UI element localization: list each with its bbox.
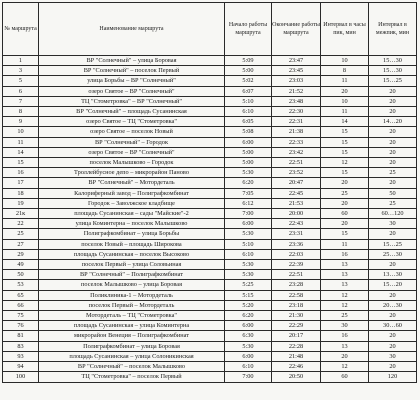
table-row <box>3 321 417 331</box>
start-time-cell: 6:00 <box>225 351 272 361</box>
table-row <box>3 249 417 259</box>
route-number-cell: 29 <box>3 249 39 259</box>
route-schedule-table <box>2 2 417 383</box>
start-time-cell: 5:09 <box>225 56 272 66</box>
header-route-number: № маршрута <box>3 3 39 56</box>
end-time-cell: 23:18 <box>272 300 321 310</box>
route-name-cell: ВР "Солнечный" – Городок <box>39 137 225 147</box>
interval-peak-cell: 25 <box>321 188 369 198</box>
table-row <box>3 331 417 341</box>
route-name-cell: Мотордеталь – ТЦ "Стометровка" <box>39 311 225 321</box>
start-time-cell: 5:20 <box>225 300 272 310</box>
interval-peak-cell: 12 <box>321 300 369 310</box>
table-row <box>3 168 417 178</box>
route-number-cell: 9 <box>3 117 39 127</box>
start-time-cell: 5:02 <box>225 76 272 86</box>
end-time-cell: 21:52 <box>272 86 321 96</box>
interval-peak-cell: 60 <box>321 209 369 219</box>
start-time-cell: 5:00 <box>225 158 272 168</box>
interval-peak-cell: 16 <box>321 331 369 341</box>
end-time-cell: 23:28 <box>272 280 321 290</box>
start-time-cell: 5:25 <box>225 280 272 290</box>
table-row <box>3 280 417 290</box>
interval-offpeak-cell: 120 <box>369 372 417 382</box>
route-number-cell: 14 <box>3 147 39 157</box>
end-time-cell: 22:58 <box>272 290 321 300</box>
route-number-cell: 8 <box>3 107 39 117</box>
interval-peak-cell: 16 <box>321 249 369 259</box>
interval-offpeak-cell: 20 <box>369 260 417 270</box>
route-name-cell: Поликлиника-1 – Мотордеталь <box>39 290 225 300</box>
interval-peak-cell: 15 <box>321 127 369 137</box>
end-time-cell: 21:38 <box>272 127 321 137</box>
end-time-cell: 21:53 <box>272 198 321 208</box>
route-name-cell: Полиграфкомбинат – улица Борьбы <box>39 229 225 239</box>
interval-peak-cell: 25 <box>321 311 369 321</box>
start-time-cell: 7:05 <box>225 188 272 198</box>
end-time-cell: 23:42 <box>272 147 321 157</box>
interval-peak-cell: 13 <box>321 341 369 351</box>
start-time-cell: 6:00 <box>225 137 272 147</box>
table-row <box>3 311 417 321</box>
route-number-cell: 10 <box>3 127 39 137</box>
interval-offpeak-cell: 15…30 <box>369 56 417 66</box>
start-time-cell: 7:00 <box>225 372 272 382</box>
interval-peak-cell: 11 <box>321 76 369 86</box>
table-row <box>3 117 417 127</box>
table-row <box>3 260 417 270</box>
interval-offpeak-cell: 60…120 <box>369 209 417 219</box>
route-name-cell: Калориферный завод – Полиграфкомбинат <box>39 188 225 198</box>
header-end-time: Окончание работы маршрута <box>272 3 321 56</box>
route-name-cell: Полиграфкомбинат – улица Боровая <box>39 341 225 351</box>
interval-offpeak-cell: 25 <box>369 168 417 178</box>
interval-offpeak-cell: 20…30 <box>369 300 417 310</box>
table-row <box>3 66 417 76</box>
header-row <box>3 3 417 56</box>
route-number-cell: 16 <box>3 168 39 178</box>
interval-offpeak-cell: 20 <box>369 86 417 96</box>
end-time-cell: 22:03 <box>272 249 321 259</box>
interval-offpeak-cell: 20 <box>369 290 417 300</box>
table-row <box>3 341 417 351</box>
interval-offpeak-cell: 20 <box>369 147 417 157</box>
start-time-cell: 5:10 <box>225 239 272 249</box>
table-row <box>3 137 417 147</box>
end-time-cell: 22:31 <box>272 117 321 127</box>
route-name-cell: площадь Сусанинская – поселок Высоково <box>39 249 225 259</box>
route-number-cell: 17 <box>3 178 39 188</box>
end-time-cell: 22:51 <box>272 158 321 168</box>
interval-peak-cell: 20 <box>321 198 369 208</box>
interval-offpeak-cell: 25…30 <box>369 249 417 259</box>
route-number-cell: 75 <box>3 311 39 321</box>
route-number-cell: 5 <box>3 76 39 86</box>
interval-peak-cell: 14 <box>321 117 369 127</box>
interval-offpeak-cell: 15…30 <box>369 66 417 76</box>
route-name-cell: площадь Сусанинская – сады "Майские"-2 <box>39 209 225 219</box>
table-row <box>3 290 417 300</box>
end-time-cell: 22:28 <box>272 341 321 351</box>
interval-offpeak-cell: 20 <box>369 158 417 168</box>
interval-peak-cell: 10 <box>321 96 369 106</box>
start-time-cell: 5:30 <box>225 260 272 270</box>
route-name-cell: озеро Святое – поселок Новый <box>39 127 225 137</box>
interval-offpeak-cell: 20 <box>369 127 417 137</box>
start-time-cell: 6:00 <box>225 219 272 229</box>
interval-offpeak-cell: 20 <box>369 107 417 117</box>
route-name-cell: поселок Малышково – улица Боровая <box>39 280 225 290</box>
interval-offpeak-cell: 50 <box>369 188 417 198</box>
interval-peak-cell: 13 <box>321 260 369 270</box>
route-name-cell: площадь Сусанинская – улица Солоникинская <box>39 351 225 361</box>
interval-peak-cell: 20 <box>321 351 369 361</box>
interval-offpeak-cell: 20 <box>369 331 417 341</box>
schedule-sheet <box>0 2 418 398</box>
interval-peak-cell: 15 <box>321 168 369 178</box>
start-time-cell: 5:30 <box>225 270 272 280</box>
end-time-cell: 23:31 <box>272 229 321 239</box>
start-time-cell: 5:10 <box>225 96 272 106</box>
route-name-cell: озеро Святое – ВР "Солнечный" <box>39 86 225 96</box>
end-time-cell: 23:47 <box>272 56 321 66</box>
end-time-cell: 20:17 <box>272 331 321 341</box>
end-time-cell: 22:51 <box>272 270 321 280</box>
end-time-cell: 22:39 <box>272 260 321 270</box>
route-name-cell: ВР "Солнечный" – площадь Сусанинская <box>39 107 225 117</box>
interval-offpeak-cell: 30 <box>369 219 417 229</box>
interval-offpeak-cell: 15…25 <box>369 239 417 249</box>
route-name-cell: ВР "Солнечный" – Мотордеталь <box>39 178 225 188</box>
end-time-cell: 22:29 <box>272 321 321 331</box>
start-time-cell: 5:00 <box>225 147 272 157</box>
interval-peak-cell: 11 <box>321 107 369 117</box>
route-name-cell: поселок Новый – площадь Широкова <box>39 239 225 249</box>
end-time-cell: 22:30 <box>272 107 321 117</box>
start-time-cell: 6:07 <box>225 86 272 96</box>
interval-peak-cell: 11 <box>321 239 369 249</box>
route-name-cell: поселок Первый – улица Соловьиная <box>39 260 225 270</box>
interval-peak-cell: 60 <box>321 372 369 382</box>
route-number-cell: 94 <box>3 362 39 372</box>
interval-peak-cell: 15 <box>321 229 369 239</box>
start-time-cell: 6:30 <box>225 331 272 341</box>
route-name-cell: Городок – Заволжское кладбище <box>39 198 225 208</box>
start-time-cell: 5:30 <box>225 229 272 239</box>
interval-peak-cell: 12 <box>321 158 369 168</box>
route-name-cell: ВР "Солнечный" – Полиграфкомбинат <box>39 270 225 280</box>
interval-peak-cell: 20 <box>321 86 369 96</box>
route-name-cell: озеро Святое – ТЦ "Стометровка" <box>39 117 225 127</box>
end-time-cell: 22:33 <box>272 137 321 147</box>
interval-peak-cell: 30 <box>321 321 369 331</box>
route-number-cell: 49 <box>3 260 39 270</box>
end-time-cell: 23:45 <box>272 66 321 76</box>
table-row <box>3 372 417 382</box>
start-time-cell: 6:05 <box>225 117 272 127</box>
interval-peak-cell: 12 <box>321 362 369 372</box>
table-row <box>3 96 417 106</box>
route-number-cell: 1 <box>3 56 39 66</box>
end-time-cell: 22:46 <box>272 362 321 372</box>
end-time-cell: 23:52 <box>272 168 321 178</box>
start-time-cell: 5:30 <box>225 168 272 178</box>
interval-offpeak-cell: 20 <box>369 178 417 188</box>
table-row <box>3 56 417 66</box>
table-row <box>3 147 417 157</box>
table-row <box>3 270 417 280</box>
end-time-cell: 20:47 <box>272 178 321 188</box>
table-row <box>3 127 417 137</box>
table-row <box>3 178 417 188</box>
interval-peak-cell: 20 <box>321 178 369 188</box>
start-time-cell: 6:20 <box>225 178 272 188</box>
route-name-cell: ВР "Солнечный" – поселок Первый <box>39 66 225 76</box>
end-time-cell: 21:30 <box>272 311 321 321</box>
route-number-cell: 15 <box>3 158 39 168</box>
route-number-cell: 50 <box>3 270 39 280</box>
end-time-cell: 20:50 <box>272 372 321 382</box>
header-interval-offpeak: Интервал в межпик, мин <box>369 3 417 56</box>
table-row <box>3 362 417 372</box>
route-name-cell: Троллейбусное депо – микрорайон Паново <box>39 168 225 178</box>
table-row <box>3 351 417 361</box>
start-time-cell: 6:12 <box>225 198 272 208</box>
route-number-cell: 6 <box>3 86 39 96</box>
route-number-cell: 18 <box>3 188 39 198</box>
start-time-cell: 6:00 <box>225 321 272 331</box>
interval-peak-cell: 20 <box>321 219 369 229</box>
table-body <box>3 56 417 383</box>
route-number-cell: 81 <box>3 331 39 341</box>
table-row <box>3 229 417 239</box>
end-time-cell: 23:36 <box>272 239 321 249</box>
interval-offpeak-cell: 30…60 <box>369 321 417 331</box>
interval-peak-cell: 15 <box>321 137 369 147</box>
interval-offpeak-cell: 30 <box>369 351 417 361</box>
header-start-time: Начало работы маршрута <box>225 3 272 56</box>
interval-offpeak-cell: 20 <box>369 341 417 351</box>
route-number-cell: 27 <box>3 239 39 249</box>
table-row <box>3 86 417 96</box>
end-time-cell: 22:45 <box>272 188 321 198</box>
interval-peak-cell: 13 <box>321 270 369 280</box>
route-number-cell: 93 <box>3 351 39 361</box>
table-row <box>3 188 417 198</box>
table-row <box>3 198 417 208</box>
table-row <box>3 300 417 310</box>
interval-offpeak-cell: 20 <box>369 362 417 372</box>
route-number-cell: 66 <box>3 300 39 310</box>
table-row <box>3 76 417 86</box>
table-row <box>3 107 417 117</box>
interval-peak-cell: 15 <box>321 147 369 157</box>
route-name-cell: ТЦ "Стометровка" – ВР "Солнечный" <box>39 96 225 106</box>
route-name-cell: микрорайон Венеция – Полиграфкомбинат <box>39 331 225 341</box>
route-number-cell: 65 <box>3 290 39 300</box>
end-time-cell: 22:43 <box>272 219 321 229</box>
route-number-cell: 3 <box>3 66 39 76</box>
interval-offpeak-cell: 25 <box>369 198 417 208</box>
start-time-cell: 6:20 <box>225 311 272 321</box>
route-number-cell: 11 <box>3 137 39 147</box>
end-time-cell: 20:00 <box>272 209 321 219</box>
interval-offpeak-cell: 20 <box>369 96 417 106</box>
start-time-cell: 7:00 <box>225 209 272 219</box>
route-number-cell: 76 <box>3 321 39 331</box>
start-time-cell: 5:08 <box>225 127 272 137</box>
table-row <box>3 158 417 168</box>
route-name-cell: ТЦ "Стометровка" – поселок Первый <box>39 372 225 382</box>
interval-offpeak-cell: 13…30 <box>369 270 417 280</box>
interval-peak-cell: 10 <box>321 56 369 66</box>
start-time-cell: 6:10 <box>225 362 272 372</box>
table-row <box>3 239 417 249</box>
interval-offpeak-cell: 20 <box>369 311 417 321</box>
interval-offpeak-cell: 15…25 <box>369 76 417 86</box>
interval-offpeak-cell: 20 <box>369 229 417 239</box>
interval-offpeak-cell: 15…20 <box>369 280 417 290</box>
route-name-cell: площадь Сусанинская – улица Коминтерна <box>39 321 225 331</box>
table-row <box>3 219 417 229</box>
route-name-cell: ВР "Солнечный" – поселок Малышково <box>39 362 225 372</box>
start-time-cell: 5:30 <box>225 341 272 351</box>
start-time-cell: 6:10 <box>225 249 272 259</box>
route-number-cell: 25 <box>3 229 39 239</box>
route-number-cell: 53 <box>3 280 39 290</box>
route-number-cell: 22 <box>3 219 39 229</box>
route-name-cell: улица Коминтерна – поселок Малышково <box>39 219 225 229</box>
interval-peak-cell: 12 <box>321 290 369 300</box>
end-time-cell: 23:03 <box>272 76 321 86</box>
route-name-cell: ВР "Солнечный" – улица Боровая <box>39 56 225 66</box>
interval-peak-cell: 13 <box>321 280 369 290</box>
route-name-cell: озеро Святое – ВР "Солнечный" <box>39 147 225 157</box>
end-time-cell: 23:48 <box>272 96 321 106</box>
route-number-cell: 21к <box>3 209 39 219</box>
route-number-cell: 100 <box>3 372 39 382</box>
route-number-cell: 7 <box>3 96 39 106</box>
route-number-cell: 19 <box>3 198 39 208</box>
start-time-cell: 5:15 <box>225 290 272 300</box>
start-time-cell: 6:10 <box>225 107 272 117</box>
interval-offpeak-cell: 14…20 <box>369 117 417 127</box>
route-number-cell: 83 <box>3 341 39 351</box>
interval-offpeak-cell: 20 <box>369 137 417 147</box>
interval-peak-cell: 8 <box>321 66 369 76</box>
header-interval-peak: Интервал в часы пик, мин <box>321 3 369 56</box>
route-name-cell: поселок Первый – Мотордеталь <box>39 300 225 310</box>
route-name-cell: улица Борьбы – ВР "Солнечный" <box>39 76 225 86</box>
table-row <box>3 209 417 219</box>
start-time-cell: 5:00 <box>225 66 272 76</box>
end-time-cell: 21:48 <box>272 351 321 361</box>
header-route-name: Наименование маршрута <box>39 3 225 56</box>
route-name-cell: поселок Малышково – Городок <box>39 158 225 168</box>
